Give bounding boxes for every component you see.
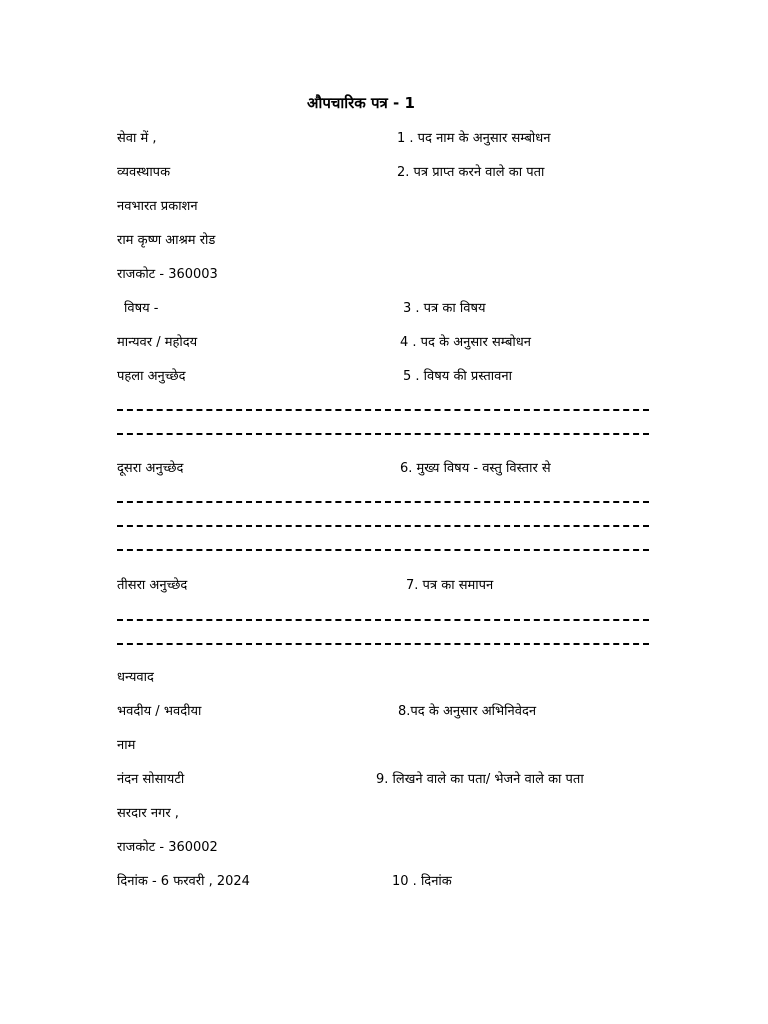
greeting: मान्यवर / महोदय [117, 335, 198, 350]
recipient-designation: व्यवस्थापक [117, 165, 171, 180]
note-1: 1 . पद नाम के अनुसार सम्बोधन [397, 131, 551, 146]
note-9: 9. लिखने वाले का पता/ भेजने वाले का पता [376, 772, 584, 787]
note-8: 8.पद के अनुसार अभिनिवेदन [398, 704, 537, 719]
note-10: 10 . दिनांक [392, 874, 452, 889]
note-2: 2. पत्र प्राप्त करने वाले का पता [397, 165, 545, 180]
sender-area: सरदार नगर , [117, 806, 179, 821]
paragraph-2-label: दूसरा अनुच्छेद [117, 461, 184, 476]
writing-line [117, 433, 649, 435]
note-3: 3 . पत्र का विषय [403, 301, 486, 316]
sender-city: राजकोट - 360002 [117, 840, 218, 855]
writing-line [117, 501, 649, 503]
recipient-company: नवभारत प्रकाशन [117, 199, 198, 214]
note-7: 7. पत्र का समापन [406, 578, 494, 593]
sender-society: नंदन सोसायटी [117, 772, 185, 787]
subject-label: विषय - [124, 301, 159, 316]
thanks: धन्यवाद [117, 670, 154, 685]
page-title: औपचारिक पत्र - 1 [307, 94, 415, 112]
writing-line [117, 619, 649, 621]
letter-date: दिनांक - 6 फरवरी , 2024 [117, 874, 250, 889]
salutation-to: सेवा में , [117, 131, 157, 146]
writing-line [117, 525, 649, 527]
sender-name: नाम [117, 738, 136, 753]
paragraph-1-label: पहला अनुच्छेद [117, 369, 186, 384]
paragraph-3-label: तीसरा अनुच्छेद [117, 578, 188, 593]
writing-line [117, 549, 649, 551]
writing-line [117, 409, 649, 411]
writing-line [117, 643, 649, 645]
recipient-city: राजकोट - 360003 [117, 267, 218, 282]
recipient-street: राम कृष्ण आश्रम रोड [117, 233, 216, 248]
note-5: 5 . विषय की प्रस्तावना [403, 369, 512, 384]
closing: भवदीय / भवदीया [117, 704, 202, 719]
note-4: 4 . पद के अनुसार सम्बोधन [400, 335, 531, 350]
note-6: 6. मुख्य विषय - वस्तु विस्तार से [400, 461, 551, 476]
